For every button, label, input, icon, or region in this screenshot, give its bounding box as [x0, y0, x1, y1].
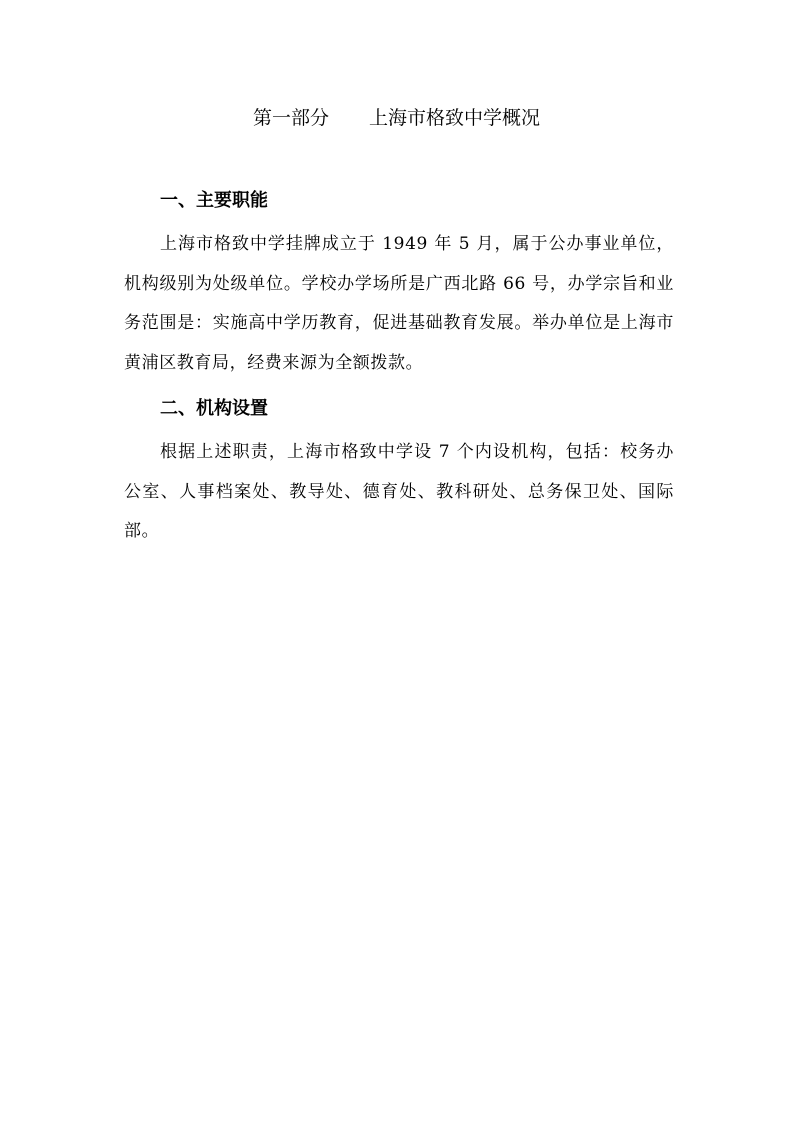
- title-part-label: 第一部分: [252, 107, 329, 129]
- title-main-text: 上海市格致中学概况: [369, 107, 541, 129]
- section-body-functions: 上海市格致中学挂牌成立于 1949 年 5 月，属于公办事业单位，机构级别为处级单位。学校办学场所是广西北路 66 号，办学宗旨和业务范围是：实施高中学历教育，促进基础教育发展。举办单位是上海市黄浦区教育局，经费来源为全额拨款。: [124, 234, 674, 373]
- section-heading-functions: 一、主要职能: [160, 190, 268, 211]
- section-heading-organization: 二、机构设置: [160, 398, 268, 419]
- page-title: [0, 104, 793, 132]
- section-body-organization: 根据上述职责，上海市格致中学设 7 个内设机构，包括：校务办公室、人事档案处、教导处、德育处、教科研处、总务保卫处、国际部。: [124, 442, 674, 541]
